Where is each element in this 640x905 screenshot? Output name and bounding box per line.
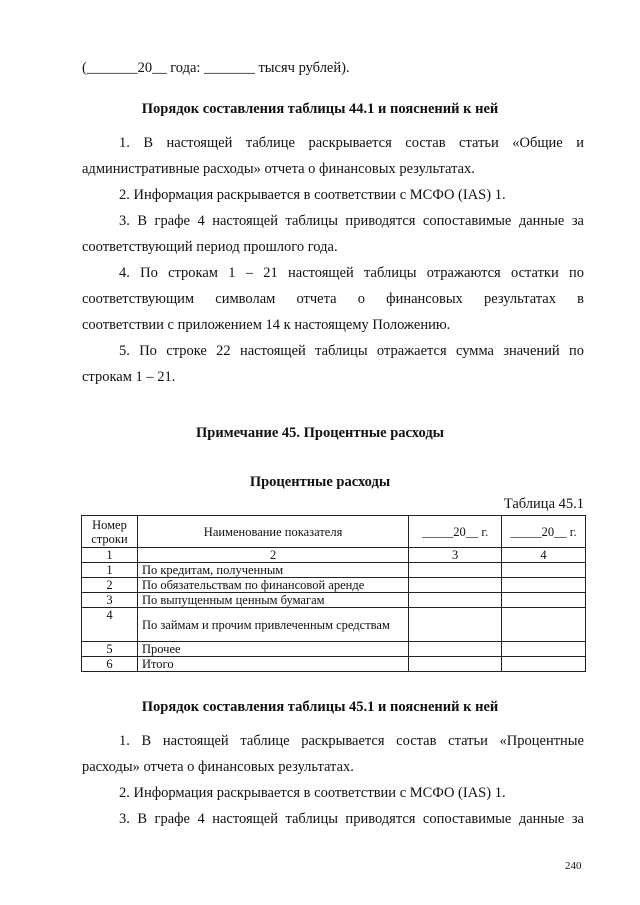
column-number: 3: [409, 548, 502, 563]
row-number: 1: [82, 563, 138, 578]
s2-paragraph-1-line-1: 1. В настоящей таблице раскрывается состав статьи «Процентные: [119, 733, 584, 749]
table-row: [82, 563, 586, 578]
section1-heading: Порядок составления таблицы 44.1 и пояснений к ней: [141, 101, 499, 117]
row-name: Прочее: [137, 642, 408, 657]
row-value-current: [409, 593, 502, 608]
column-number: 2: [137, 548, 408, 563]
row-number: 3: [82, 593, 138, 608]
page-number: 240: [565, 860, 582, 872]
note-heading: Примечание 45. Процентные расходы: [196, 425, 444, 441]
top-line: (_______20__ года: _______ тысяч рублей).: [82, 60, 350, 76]
s1-paragraph-3-line-1: 3. В графе 4 настоящей таблицы приводятся сопоставимые данные за: [119, 213, 584, 229]
s1-paragraph-5-line-2: строкам 1 – 21.: [82, 369, 176, 385]
s1-paragraph-1-line-2: административные расходы» отчета о финансовых результатах.: [82, 161, 475, 177]
row-value-current: [409, 657, 502, 672]
column-number: 1: [82, 548, 138, 563]
s2-paragraph-1-line-2: расходы» отчета о финансовых результатах.: [82, 759, 354, 775]
s1-paragraph-1-line-1: 1. В настоящей таблице раскрывается состав статьи «Общие и: [119, 135, 584, 151]
row-value-prior: [502, 642, 586, 657]
table-header-row: [82, 516, 586, 548]
header-period-prior: _____20__ г.: [502, 516, 586, 548]
s1-paragraph-5-line-1: 5. По строке 22 настоящей таблицы отражается сумма значений по: [119, 343, 584, 359]
section2-heading: Порядок составления таблицы 45.1 и пояснений к ней: [141, 699, 499, 715]
table-row: [82, 642, 586, 657]
row-value-current: [409, 642, 502, 657]
row-value-current: [409, 608, 502, 642]
table-row: [82, 578, 586, 593]
row-number: 2: [82, 578, 138, 593]
s1-paragraph-4-line-1: 4. По строкам 1 – 21 настоящей таблицы отражаются остатки по: [119, 265, 584, 281]
row-value-prior: [502, 657, 586, 672]
row-name: Итого: [137, 657, 408, 672]
s1-paragraph-4-line-2: соответствующим символам отчета о финансовых результатах в: [82, 291, 584, 307]
row-value-prior: [502, 563, 586, 578]
row-name: По кредитам, полученным: [137, 563, 408, 578]
row-value-prior: [502, 593, 586, 608]
row-name: По займам и прочим привлеченным средствам: [137, 608, 408, 642]
interest-expenses-table: [81, 515, 586, 672]
header-period-current: _____20__ г.: [409, 516, 502, 548]
row-number: 6: [82, 657, 138, 672]
row-number: 5: [82, 642, 138, 657]
s1-paragraph-2: 2. Информация раскрывается в соответствии с МСФО (IAS) 1.: [119, 187, 506, 203]
row-value-current: [409, 578, 502, 593]
s2-paragraph-3-line-1: 3. В графе 4 настоящей таблицы приводятся сопоставимые данные за: [119, 811, 584, 827]
header-indicator-name: Наименование показателя: [137, 516, 408, 548]
row-value-current: [409, 563, 502, 578]
s2-paragraph-2: 2. Информация раскрывается в соответствии с МСФО (IAS) 1.: [119, 785, 506, 801]
table-row: [82, 608, 586, 642]
column-number: 4: [502, 548, 586, 563]
header-row-number: Номер строки: [82, 516, 138, 548]
row-name: По обязательствам по финансовой аренде: [137, 578, 408, 593]
table-column-numbers-row: [82, 548, 586, 563]
row-value-prior: [502, 608, 586, 642]
table-caption: Таблица 45.1: [503, 496, 584, 512]
table-row: [82, 593, 586, 608]
table-row: [82, 657, 586, 672]
row-value-prior: [502, 578, 586, 593]
row-number: 4: [82, 608, 138, 642]
s1-paragraph-4-line-3: соответствии с приложением 14 к настоящему Положению.: [82, 317, 451, 333]
s1-paragraph-3-line-2: соответствующий период прошлого года.: [82, 239, 338, 255]
table-title: Процентные расходы: [249, 474, 391, 490]
row-name: По выпущенным ценным бумагам: [137, 593, 408, 608]
